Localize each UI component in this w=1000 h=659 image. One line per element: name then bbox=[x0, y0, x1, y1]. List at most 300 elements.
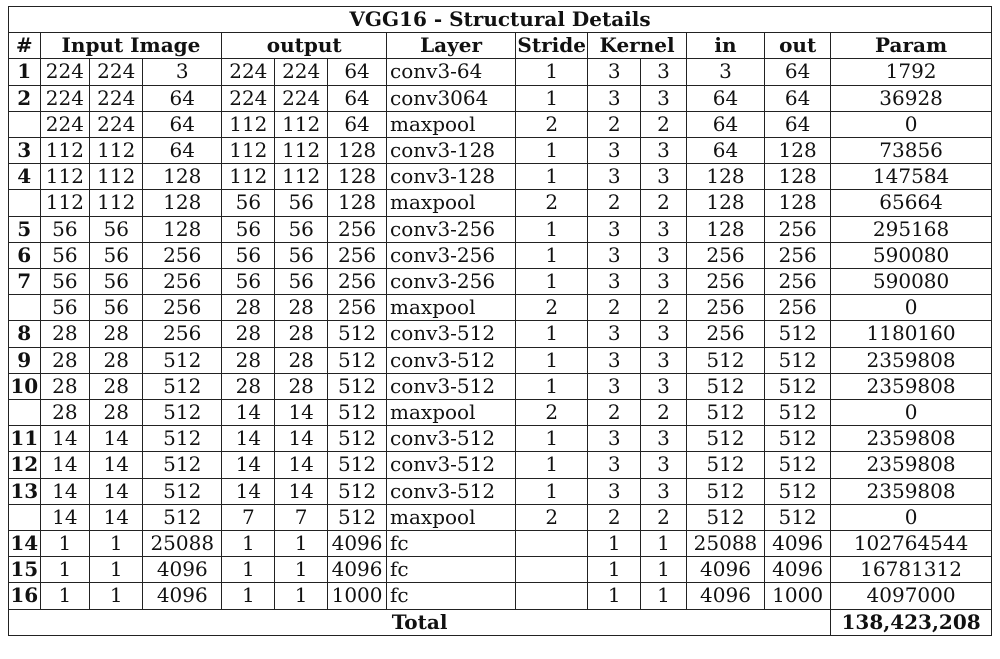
param-count: 147584 bbox=[831, 164, 992, 190]
layer-name: maxpool bbox=[387, 111, 516, 137]
kernel-width: 2 bbox=[588, 295, 641, 321]
out-channels: 512 bbox=[765, 452, 831, 478]
output-channels: 512 bbox=[328, 478, 387, 504]
param-count: 36928 bbox=[831, 85, 992, 111]
header-input-image: Input Image bbox=[40, 33, 222, 59]
row-number: 4 bbox=[9, 164, 41, 190]
table-row bbox=[9, 400, 992, 426]
input-width: 224 bbox=[40, 111, 90, 137]
layer-name: fc bbox=[387, 531, 516, 557]
kernel-width: 3 bbox=[588, 216, 641, 242]
input-channels: 128 bbox=[143, 216, 222, 242]
kernel-width: 2 bbox=[588, 190, 641, 216]
vgg16-structure-table bbox=[8, 6, 992, 636]
in-channels: 128 bbox=[686, 190, 764, 216]
table-row bbox=[9, 111, 992, 137]
input-width: 56 bbox=[40, 216, 90, 242]
output-width: 112 bbox=[222, 111, 275, 137]
header-layer: Layer bbox=[387, 33, 516, 59]
table-row bbox=[9, 347, 992, 373]
out-channels: 128 bbox=[765, 190, 831, 216]
table-row bbox=[9, 164, 992, 190]
output-height: 56 bbox=[275, 190, 328, 216]
input-width: 56 bbox=[40, 242, 90, 268]
param-count: 102764544 bbox=[831, 531, 992, 557]
kernel-height: 2 bbox=[641, 504, 687, 530]
row-number: 7 bbox=[9, 269, 41, 295]
output-width: 224 bbox=[222, 59, 275, 85]
layer-name: maxpool bbox=[387, 295, 516, 321]
output-height: 14 bbox=[275, 400, 328, 426]
kernel-width: 3 bbox=[588, 164, 641, 190]
stride-value: 1 bbox=[516, 452, 588, 478]
input-channels: 3 bbox=[143, 59, 222, 85]
layer-name: conv3-512 bbox=[387, 478, 516, 504]
output-width: 1 bbox=[222, 557, 275, 583]
table-body bbox=[9, 59, 992, 609]
kernel-width: 3 bbox=[588, 373, 641, 399]
out-channels: 512 bbox=[765, 373, 831, 399]
row-number: 16 bbox=[10, 583, 39, 608]
stride-value: 2 bbox=[516, 111, 588, 137]
output-height: 112 bbox=[275, 111, 328, 137]
input-channels: 512 bbox=[143, 400, 222, 426]
in-channels: 128 bbox=[686, 216, 764, 242]
input-channels: 4096 bbox=[143, 557, 222, 583]
out-channels: 512 bbox=[765, 504, 831, 530]
layer-name: conv3-128 bbox=[387, 164, 516, 190]
out-channels: 128 bbox=[765, 164, 831, 190]
output-height: 14 bbox=[275, 478, 328, 504]
input-height: 1 bbox=[90, 531, 143, 557]
layer-name: maxpool bbox=[387, 504, 516, 530]
in-channels: 512 bbox=[686, 426, 764, 452]
input-height: 14 bbox=[90, 452, 143, 478]
output-channels: 512 bbox=[328, 504, 387, 530]
table-row bbox=[9, 190, 992, 216]
stride-value bbox=[516, 583, 588, 609]
row-number: 15 bbox=[10, 557, 39, 582]
output-height: 28 bbox=[275, 347, 328, 373]
kernel-height: 1 bbox=[641, 557, 687, 583]
output-width: 1 bbox=[222, 583, 275, 609]
stride-value bbox=[516, 531, 588, 557]
kernel-height: 3 bbox=[641, 138, 687, 164]
output-width: 112 bbox=[222, 164, 275, 190]
kernel-height: 3 bbox=[641, 164, 687, 190]
layer-name: conv3-512 bbox=[387, 373, 516, 399]
param-count: 2359808 bbox=[831, 452, 992, 478]
in-channels: 3 bbox=[686, 59, 764, 85]
stride-value: 1 bbox=[516, 85, 588, 111]
output-width: 14 bbox=[222, 426, 275, 452]
row-number: 1 bbox=[9, 59, 41, 85]
output-channels: 512 bbox=[328, 321, 387, 347]
out-channels: 512 bbox=[765, 400, 831, 426]
out-channels: 4096 bbox=[765, 557, 831, 583]
stride-value: 1 bbox=[516, 373, 588, 399]
input-channels: 256 bbox=[143, 242, 222, 268]
layer-name: maxpool bbox=[387, 190, 516, 216]
kernel-height: 3 bbox=[641, 426, 687, 452]
out-channels: 512 bbox=[765, 347, 831, 373]
output-width: 56 bbox=[222, 242, 275, 268]
param-count: 2359808 bbox=[831, 347, 992, 373]
stride-value: 2 bbox=[516, 504, 588, 530]
output-width: 14 bbox=[222, 452, 275, 478]
input-channels: 128 bbox=[143, 164, 222, 190]
input-height: 28 bbox=[90, 321, 143, 347]
in-channels: 256 bbox=[686, 295, 764, 321]
input-channels: 512 bbox=[143, 347, 222, 373]
kernel-height: 3 bbox=[641, 373, 687, 399]
kernel-height: 2 bbox=[641, 400, 687, 426]
input-height: 224 bbox=[90, 111, 143, 137]
output-channels: 64 bbox=[328, 111, 387, 137]
output-height: 28 bbox=[275, 295, 328, 321]
row-number: 5 bbox=[9, 216, 41, 242]
header-param: Param bbox=[831, 33, 992, 59]
output-width: 56 bbox=[222, 190, 275, 216]
table-row bbox=[9, 557, 992, 583]
layer-name: conv3-256 bbox=[387, 242, 516, 268]
in-channels: 64 bbox=[686, 85, 764, 111]
kernel-width: 3 bbox=[588, 347, 641, 373]
out-channels: 64 bbox=[765, 85, 831, 111]
param-count: 16781312 bbox=[831, 557, 992, 583]
layer-name: fc bbox=[387, 583, 516, 609]
in-channels: 25088 bbox=[686, 531, 764, 557]
input-channels: 512 bbox=[143, 478, 222, 504]
table-row bbox=[9, 242, 992, 268]
out-channels: 256 bbox=[765, 269, 831, 295]
output-height: 112 bbox=[275, 138, 328, 164]
layer-name: fc bbox=[387, 557, 516, 583]
kernel-height: 2 bbox=[641, 111, 687, 137]
input-height: 112 bbox=[90, 164, 143, 190]
output-width: 28 bbox=[222, 347, 275, 373]
input-height: 112 bbox=[90, 138, 143, 164]
input-width: 14 bbox=[40, 452, 90, 478]
kernel-width: 3 bbox=[588, 59, 641, 85]
stride-value: 2 bbox=[516, 295, 588, 321]
kernel-width: 3 bbox=[588, 138, 641, 164]
input-height: 28 bbox=[90, 400, 143, 426]
table-row bbox=[9, 85, 992, 111]
param-count: 0 bbox=[831, 111, 992, 137]
kernel-height: 3 bbox=[641, 452, 687, 478]
kernel-height: 1 bbox=[641, 583, 687, 609]
kernel-height: 3 bbox=[641, 59, 687, 85]
table-title: VGG16 - Structural Details bbox=[9, 7, 992, 33]
output-height: 56 bbox=[275, 269, 328, 295]
param-count: 2359808 bbox=[831, 478, 992, 504]
output-width: 7 bbox=[222, 504, 275, 530]
table-row bbox=[9, 504, 992, 530]
row-number bbox=[9, 111, 41, 137]
output-width: 1 bbox=[222, 531, 275, 557]
output-channels: 512 bbox=[328, 373, 387, 399]
in-channels: 512 bbox=[686, 504, 764, 530]
stride-value: 1 bbox=[516, 216, 588, 242]
input-width: 1 bbox=[40, 557, 90, 583]
vgg16-table-container bbox=[8, 6, 992, 636]
table-row bbox=[9, 216, 992, 242]
input-channels: 512 bbox=[143, 426, 222, 452]
kernel-width: 3 bbox=[588, 85, 641, 111]
output-height: 112 bbox=[275, 164, 328, 190]
in-channels: 512 bbox=[686, 478, 764, 504]
input-width: 224 bbox=[40, 85, 90, 111]
out-channels: 512 bbox=[765, 478, 831, 504]
out-channels: 128 bbox=[765, 138, 831, 164]
param-count: 590080 bbox=[831, 242, 992, 268]
input-height: 28 bbox=[90, 373, 143, 399]
header-number: # bbox=[9, 33, 41, 59]
out-channels: 512 bbox=[765, 321, 831, 347]
output-height: 7 bbox=[275, 504, 328, 530]
param-count: 73856 bbox=[831, 138, 992, 164]
row-number: 8 bbox=[9, 321, 41, 347]
stride-value: 1 bbox=[516, 164, 588, 190]
param-count: 4097000 bbox=[831, 583, 992, 609]
output-height: 56 bbox=[275, 216, 328, 242]
input-width: 1 bbox=[40, 531, 90, 557]
in-channels: 128 bbox=[686, 164, 764, 190]
header-row bbox=[9, 33, 992, 59]
row-number: 2 bbox=[9, 85, 41, 111]
output-width: 14 bbox=[222, 400, 275, 426]
table-row bbox=[9, 321, 992, 347]
param-count: 2359808 bbox=[831, 373, 992, 399]
kernel-height: 3 bbox=[641, 85, 687, 111]
in-channels: 4096 bbox=[686, 557, 764, 583]
row-number bbox=[9, 295, 41, 321]
output-channels: 1000 bbox=[328, 583, 387, 609]
stride-value: 2 bbox=[516, 190, 588, 216]
input-channels: 512 bbox=[143, 504, 222, 530]
output-channels: 512 bbox=[328, 347, 387, 373]
param-count: 0 bbox=[831, 504, 992, 530]
param-count: 590080 bbox=[831, 269, 992, 295]
input-width: 28 bbox=[40, 400, 90, 426]
table-row bbox=[9, 269, 992, 295]
kernel-width: 1 bbox=[588, 557, 641, 583]
stride-value: 1 bbox=[516, 242, 588, 268]
row-number bbox=[9, 190, 41, 216]
kernel-width: 3 bbox=[588, 426, 641, 452]
out-channels: 1000 bbox=[765, 583, 831, 609]
output-channels: 128 bbox=[328, 138, 387, 164]
table-row bbox=[9, 531, 992, 557]
input-channels: 64 bbox=[143, 111, 222, 137]
output-width: 112 bbox=[222, 138, 275, 164]
kernel-height: 3 bbox=[641, 216, 687, 242]
layer-name: conv3-128 bbox=[387, 138, 516, 164]
in-channels: 64 bbox=[686, 111, 764, 137]
input-width: 56 bbox=[40, 295, 90, 321]
kernel-height: 2 bbox=[641, 190, 687, 216]
total-row bbox=[9, 609, 992, 635]
kernel-width: 3 bbox=[588, 321, 641, 347]
output-height: 224 bbox=[275, 85, 328, 111]
in-channels: 64 bbox=[686, 138, 764, 164]
output-channels: 512 bbox=[328, 426, 387, 452]
output-height: 28 bbox=[275, 373, 328, 399]
input-height: 1 bbox=[90, 583, 143, 609]
kernel-width: 2 bbox=[588, 504, 641, 530]
table-row bbox=[9, 138, 992, 164]
param-count: 1792 bbox=[831, 59, 992, 85]
kernel-height: 3 bbox=[641, 347, 687, 373]
header-out: out bbox=[765, 33, 831, 59]
layer-name: conv3-512 bbox=[387, 426, 516, 452]
output-width: 28 bbox=[222, 295, 275, 321]
output-channels: 512 bbox=[328, 452, 387, 478]
output-height: 56 bbox=[275, 242, 328, 268]
input-width: 112 bbox=[40, 164, 90, 190]
param-count: 0 bbox=[831, 295, 992, 321]
layer-name: conv3-512 bbox=[387, 452, 516, 478]
stride-value: 1 bbox=[516, 321, 588, 347]
out-channels: 64 bbox=[765, 59, 831, 85]
header-kernel: Kernel bbox=[588, 33, 687, 59]
output-height: 1 bbox=[275, 531, 328, 557]
in-channels: 256 bbox=[686, 242, 764, 268]
row-number: 11 bbox=[10, 426, 39, 451]
input-channels: 512 bbox=[143, 373, 222, 399]
stride-value: 1 bbox=[516, 426, 588, 452]
input-width: 14 bbox=[40, 478, 90, 504]
kernel-width: 2 bbox=[588, 111, 641, 137]
out-channels: 4096 bbox=[765, 531, 831, 557]
input-channels: 128 bbox=[143, 190, 222, 216]
param-count: 1180160 bbox=[831, 321, 992, 347]
output-channels: 128 bbox=[328, 164, 387, 190]
input-channels: 256 bbox=[143, 269, 222, 295]
output-channels: 64 bbox=[328, 59, 387, 85]
kernel-height: 1 bbox=[641, 531, 687, 557]
output-channels: 256 bbox=[328, 269, 387, 295]
input-channels: 256 bbox=[143, 295, 222, 321]
table-row bbox=[9, 452, 992, 478]
input-height: 224 bbox=[90, 59, 143, 85]
in-channels: 512 bbox=[686, 452, 764, 478]
kernel-width: 1 bbox=[588, 531, 641, 557]
input-height: 56 bbox=[90, 242, 143, 268]
in-channels: 256 bbox=[686, 269, 764, 295]
stride-value: 2 bbox=[516, 400, 588, 426]
output-channels: 256 bbox=[328, 216, 387, 242]
input-width: 112 bbox=[40, 190, 90, 216]
output-height: 1 bbox=[275, 557, 328, 583]
stride-value bbox=[516, 557, 588, 583]
stride-value: 1 bbox=[516, 478, 588, 504]
table-row bbox=[9, 295, 992, 321]
stride-value: 1 bbox=[516, 138, 588, 164]
input-channels: 64 bbox=[143, 138, 222, 164]
output-width: 56 bbox=[222, 269, 275, 295]
input-width: 28 bbox=[40, 373, 90, 399]
kernel-height: 3 bbox=[641, 321, 687, 347]
input-height: 112 bbox=[90, 190, 143, 216]
layer-name: conv3-256 bbox=[387, 269, 516, 295]
output-width: 28 bbox=[222, 373, 275, 399]
in-channels: 256 bbox=[686, 321, 764, 347]
kernel-height: 3 bbox=[641, 269, 687, 295]
output-channels: 256 bbox=[328, 242, 387, 268]
output-width: 224 bbox=[222, 85, 275, 111]
param-count: 65664 bbox=[831, 190, 992, 216]
row-number: 9 bbox=[9, 347, 41, 373]
row-number bbox=[9, 400, 41, 426]
param-count: 2359808 bbox=[831, 426, 992, 452]
kernel-width: 1 bbox=[588, 583, 641, 609]
row-number bbox=[9, 504, 41, 530]
input-width: 112 bbox=[40, 138, 90, 164]
input-channels: 25088 bbox=[143, 531, 222, 557]
input-height: 56 bbox=[90, 216, 143, 242]
in-channels: 4096 bbox=[686, 583, 764, 609]
input-width: 14 bbox=[40, 504, 90, 530]
output-width: 28 bbox=[222, 321, 275, 347]
table-row bbox=[9, 478, 992, 504]
input-channels: 512 bbox=[143, 452, 222, 478]
in-channels: 512 bbox=[686, 400, 764, 426]
output-height: 224 bbox=[275, 59, 328, 85]
param-count: 0 bbox=[831, 400, 992, 426]
input-height: 28 bbox=[90, 347, 143, 373]
out-channels: 256 bbox=[765, 295, 831, 321]
stride-value: 1 bbox=[516, 347, 588, 373]
input-width: 28 bbox=[40, 347, 90, 373]
kernel-width: 3 bbox=[588, 242, 641, 268]
input-width: 224 bbox=[40, 59, 90, 85]
output-width: 56 bbox=[222, 216, 275, 242]
out-channels: 256 bbox=[765, 216, 831, 242]
title-row bbox=[9, 7, 992, 33]
header-stride: Stride bbox=[517, 33, 586, 58]
output-height: 28 bbox=[275, 321, 328, 347]
out-channels: 512 bbox=[765, 426, 831, 452]
kernel-height: 3 bbox=[641, 478, 687, 504]
layer-name: conv3-256 bbox=[387, 216, 516, 242]
row-number: 14 bbox=[10, 531, 39, 556]
kernel-width: 3 bbox=[588, 478, 641, 504]
output-channels: 4096 bbox=[328, 557, 387, 583]
output-channels: 128 bbox=[328, 190, 387, 216]
kernel-height: 3 bbox=[641, 242, 687, 268]
layer-name: conv3-64 bbox=[387, 59, 516, 85]
total-label: Total bbox=[9, 609, 831, 635]
header-output: output bbox=[222, 33, 387, 59]
input-height: 14 bbox=[90, 504, 143, 530]
output-height: 14 bbox=[275, 452, 328, 478]
input-width: 1 bbox=[40, 583, 90, 609]
output-channels: 64 bbox=[328, 85, 387, 111]
param-count: 295168 bbox=[831, 216, 992, 242]
table-row bbox=[9, 59, 992, 85]
output-height: 14 bbox=[275, 426, 328, 452]
input-channels: 64 bbox=[143, 85, 222, 111]
kernel-width: 3 bbox=[588, 269, 641, 295]
kernel-width: 2 bbox=[588, 400, 641, 426]
input-height: 14 bbox=[90, 478, 143, 504]
input-channels: 4096 bbox=[143, 583, 222, 609]
stride-value: 1 bbox=[516, 269, 588, 295]
input-height: 56 bbox=[90, 295, 143, 321]
layer-name: conv3064 bbox=[387, 85, 516, 111]
